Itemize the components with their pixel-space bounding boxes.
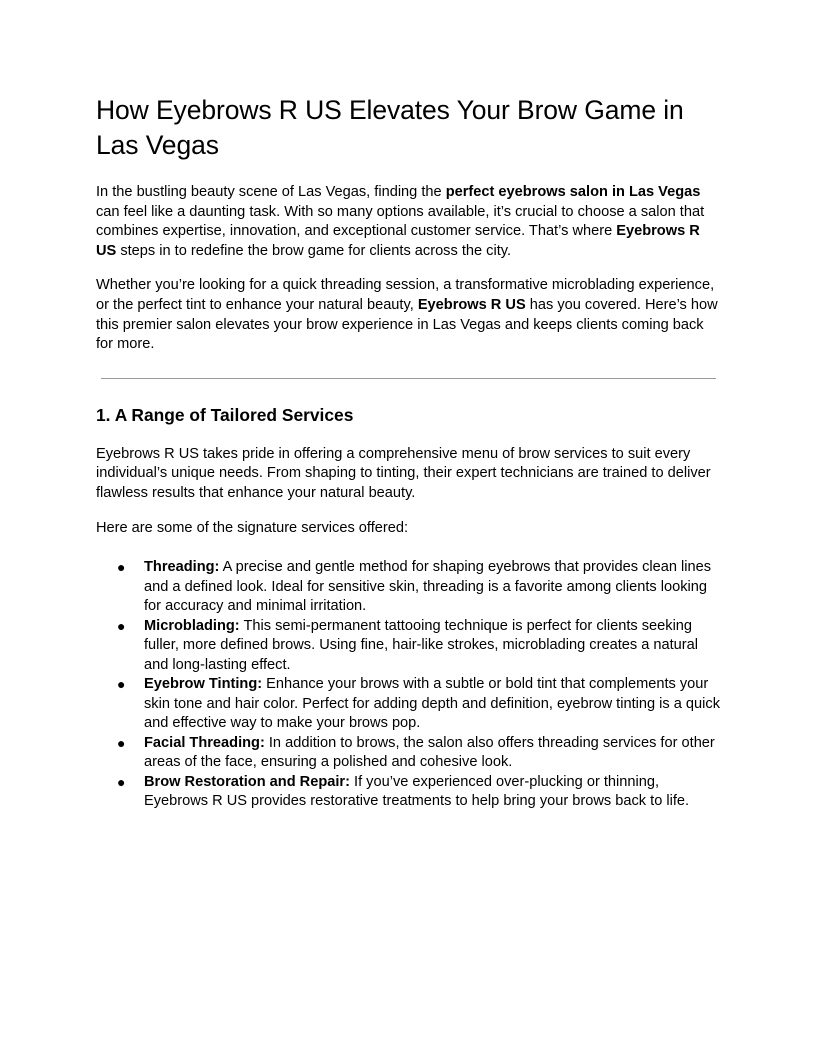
intro-2-text-b: has you covered. Here’s how this premier salon elevates your brow experience in Las Vegas and keeps clients coming back for more.	[96, 296, 718, 353]
service-desc: Enhance your brows with a subtle or bold tint that complements your skin tone and hair color. Perfect for adding depth and definition, eyebrow tinting is a quick and effective way to make your brows pop.	[144, 676, 720, 732]
intro-1-link-salon: perfect eyebrows salon in Las Vegas	[445, 184, 701, 200]
service-item-brow-restoration	[96, 773, 720, 812]
section-1-heading: 1. A Range of Tailored Services	[96, 404, 354, 425]
service-term: Brow Restoration and Repair:	[144, 773, 350, 790]
bullet-icon: ●	[117, 734, 126, 751]
bullet-icon: ●	[117, 773, 126, 790]
service-desc: This semi-permanent tattooing technique is perfect for clients seeking fuller, more defined brows. Using fine, hair-like strokes, microblading creates a natural and long-lasting effect.	[144, 617, 699, 673]
intro-paragraph-2	[96, 276, 720, 354]
bullet-icon: ●	[117, 676, 126, 693]
document-page	[96, 93, 720, 812]
service-item-threading	[96, 558, 720, 617]
services-list	[96, 558, 720, 812]
document-title: How Eyebrows R US Elevates Your Brow Game in Las Vegas	[96, 95, 684, 160]
intro-1-text-b: can feel like a daunting task. With so many options available, it’s crucial to choose a salon that combines expertise, innovation, and exceptional customer service. That’s where	[96, 203, 705, 240]
service-term: Facial Threading:	[144, 734, 265, 751]
section-1-paragraph: Eyebrows R US takes pride in offering a comprehensive menu of brow services to suit every individual’s unique needs. From shaping to tinting, their expert technicians are trained to deliver flawless results that enhance your natural beauty.	[96, 445, 711, 501]
intro-1-brand: Eyebrows R US	[96, 223, 700, 259]
bullet-icon: ●	[117, 559, 126, 576]
service-desc: If you’ve experienced over-plucking or thinning, Eyebrows R US provides restorative treatments to help bring your brows back to life.	[144, 773, 690, 810]
intro-paragraph-1	[96, 183, 720, 261]
horizontal-divider	[101, 378, 716, 379]
service-term: Microblading:	[144, 617, 240, 634]
service-term: Eyebrow Tinting:	[144, 676, 263, 693]
service-term: Threading:	[144, 559, 220, 576]
service-item-eyebrow-tinting	[96, 675, 720, 734]
service-item-microblading	[96, 617, 720, 676]
service-desc: In addition to brows, the salon also offers threading services for other areas of the face, ensuring a polished and cohesive look.	[144, 734, 715, 771]
intro-2-text-a: Whether you’re looking for a quick threading session, a transformative microblading experience, or the perfect tint to enhance your natural beauty,	[96, 277, 715, 313]
services-lead-text: Here are some of the signature services offered:	[96, 519, 409, 536]
service-item-facial-threading	[96, 734, 720, 773]
bullet-icon: ●	[117, 617, 126, 634]
intro-2-brand: Eyebrows R US	[417, 296, 526, 313]
service-desc: A precise and gentle method for shaping eyebrows that provides clean lines and a defined look. Ideal for sensitive skin, threading is a favorite among clients looking for accuracy and minimal irritation.	[144, 559, 712, 615]
intro-1-text-c: steps in to redefine the brow game for clients across the city.	[116, 242, 512, 259]
intro-1-text-a: In the bustling beauty scene of Las Vegas, finding the	[96, 184, 446, 200]
